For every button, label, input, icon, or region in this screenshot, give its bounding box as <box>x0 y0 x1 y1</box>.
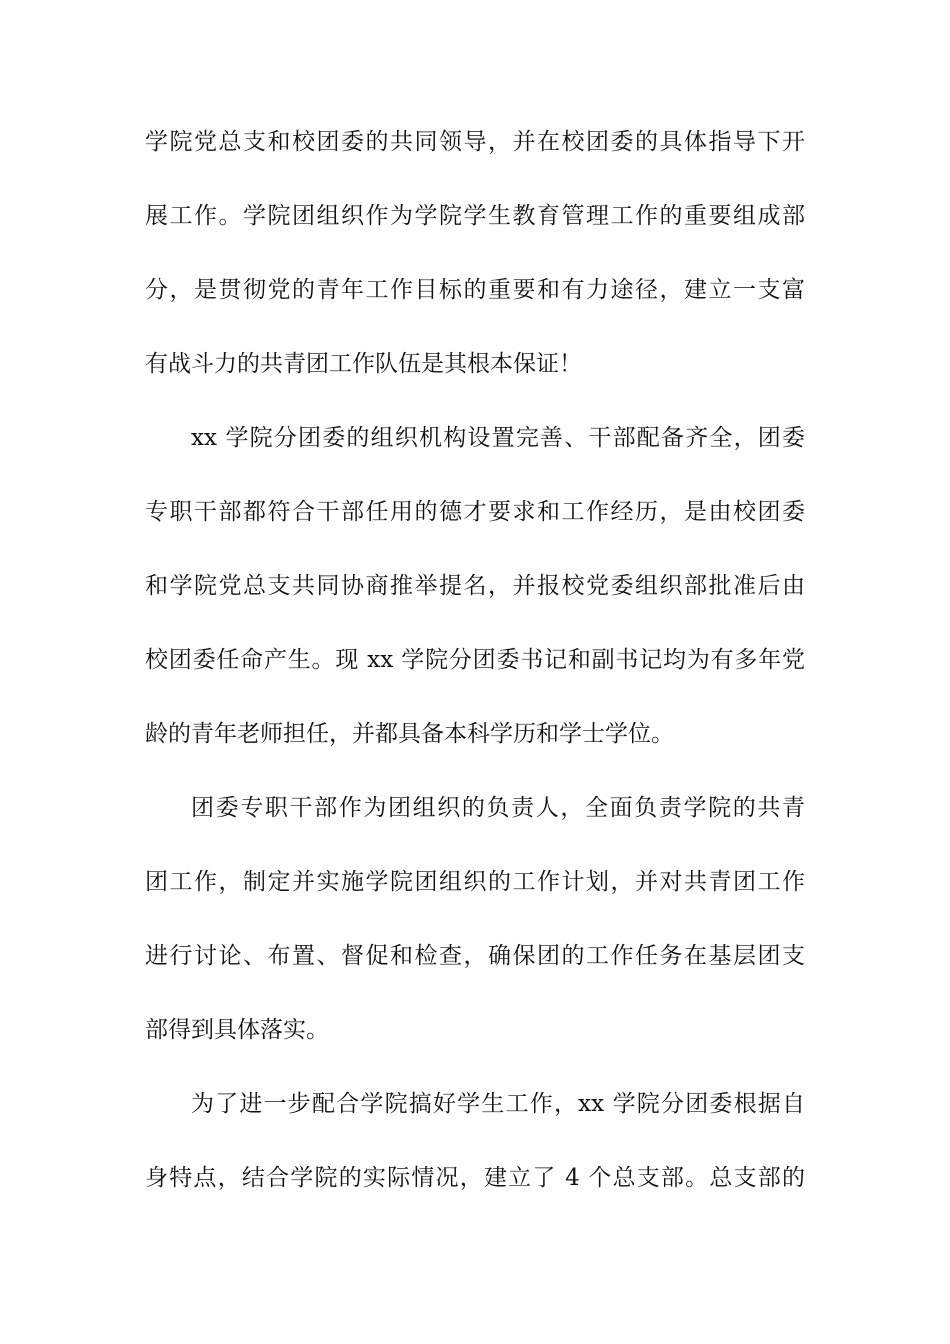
text-line: 团委专职干部作为团组织的负责人，全面负责学院的共青 <box>191 795 805 821</box>
text-line: 团工作，制定并实施学院团组织的工作计划，并对共青团工作 <box>145 869 805 895</box>
text-line: 进行讨论、布置、督促和检查，确保团的工作任务在基层团支 <box>145 943 805 969</box>
text-line: 为了进一步配合学院搞好学生工作，xx 学院分团委根据自 <box>191 1091 805 1117</box>
text-line: 和学院党总支共同协商推举提名，并报校党委组织部批准后由 <box>145 573 805 599</box>
text-line: 龄的青年老师担任，并都具备本科学历和学士学位。 <box>145 721 674 747</box>
text-line: 校团委任命产生。现 xx 学院分团委书记和副书记均为有多年党 <box>145 647 805 673</box>
text-line: 专职干部都符合干部任用的德才要求和工作经历，是由校团委 <box>145 499 805 525</box>
text-line: 分，是贯彻党的青年工作目标的重要和有力途径，建立一支富 <box>145 277 805 303</box>
text-line: 部得到具体落实。 <box>145 1017 329 1043</box>
text-line: 有战斗力的共青团工作队伍是其根本保证！ <box>145 351 582 377</box>
text-line: 学院党总支和校团委的共同领导，并在校团委的具体指导下开 <box>145 129 805 155</box>
text-line: 展工作。学院团组织作为学院学生教育管理工作的重要组成部 <box>145 203 805 229</box>
text-line: 身特点，结合学院的实际情况，建立了 4 个总支部。总支部的 <box>145 1165 805 1191</box>
document-body <box>145 128 805 1238</box>
text-line: xx 学院分团委的组织机构设置完善、干部配备齐全，团委 <box>191 425 805 451</box>
